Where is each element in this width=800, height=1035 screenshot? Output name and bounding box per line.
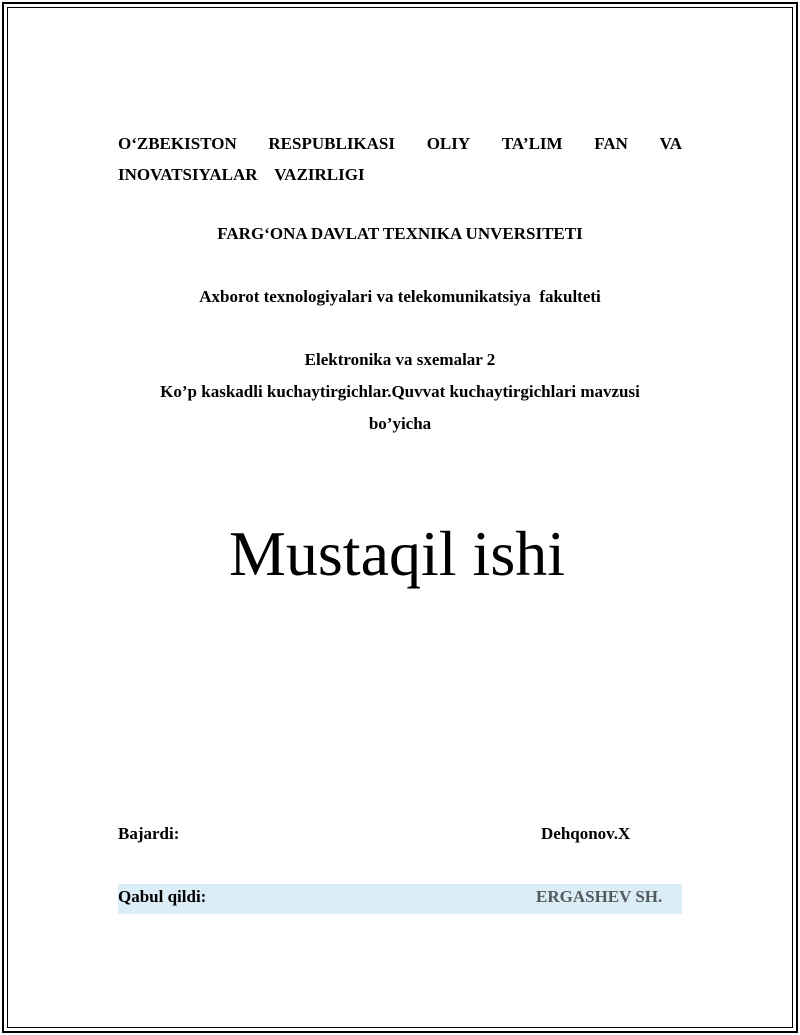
ministry-word: O‘ZBEKISTON	[118, 134, 237, 153]
ministry-word: VA	[659, 134, 682, 153]
ministry-word: TA’LIM	[501, 134, 563, 153]
university-name: FARG‘ONA DAVLAT TEXNIKA UNVERSITETI	[217, 224, 583, 243]
course-name: Elektronika va sxemalar 2	[304, 350, 496, 369]
ministry-heading	[118, 128, 682, 190]
topic-line-2: bo’yicha	[368, 414, 432, 433]
topic-line-1: Ko’p kaskadli kuchaytirgichlar.Quvvat kuchaytirgichlari mavzusi	[160, 382, 640, 401]
accepted-by-label: Qabul qildi:	[118, 887, 207, 906]
ministry-heading-line1	[118, 128, 682, 159]
ministry-heading-line2: INOVATSIYALAR VAZIRLIGI	[118, 165, 365, 184]
performed-by-name: Dehqonov.X	[541, 824, 631, 843]
accepted-by-name: ERGASHEV SH.	[536, 887, 663, 906]
ministry-word: RESPUBLIKASI	[268, 134, 396, 153]
ministry-word: OLIY	[426, 134, 471, 153]
document-title: Mustaqil ishi	[228, 518, 566, 589]
faculty-name: Axborot texnologiyalari va telekomunikatsiya fakulteti	[199, 287, 601, 306]
ministry-word: FAN	[594, 134, 628, 153]
performed-by-label: Bajardi:	[118, 824, 180, 843]
